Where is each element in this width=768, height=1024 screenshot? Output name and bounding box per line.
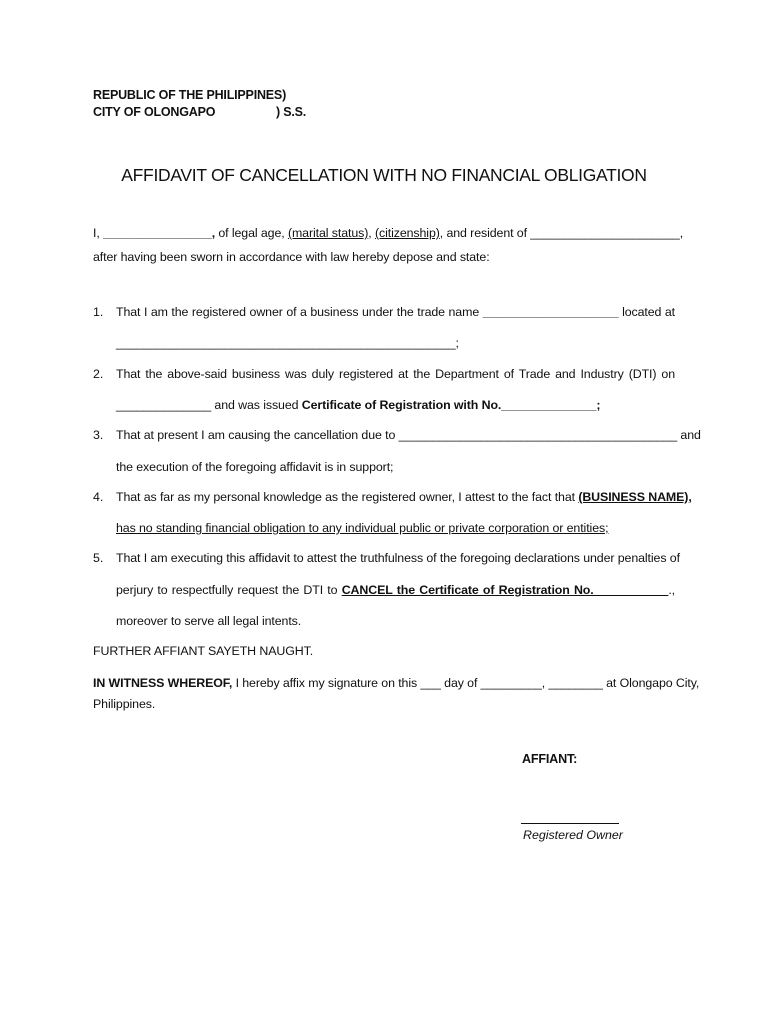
item-1-line-1 [116,305,675,319]
resident-blank: ______________________, [530,226,684,240]
witness-line-2: Philippines. [93,697,156,711]
item-number-2: 2. [93,367,104,381]
citizenship-field: (citizenship) [374,226,440,240]
item-number-1: 1. [93,305,104,319]
item-1-line-2: __________________________________________________; [116,336,459,350]
name-blank: ________________, [103,226,216,240]
item-3-line-2: the execution of the foregoing affidavit is in support; [116,460,394,474]
item-number-3: 3. [93,428,104,442]
intro-age: of legal age, [218,226,285,240]
item-1-located: located at [622,305,676,319]
marital-status-field: (marital status) [287,226,369,240]
intro-i: I, [93,226,100,240]
witness-text: I hereby affix my signature on this ___ day of _________, ________ at Olongapo City, [235,676,700,690]
trade-name-blank: ____________________ [482,305,619,319]
item-5-line-1: That I am executing this affidavit to attest the truthfulness of the foregoing declarations under penalties of [116,551,680,565]
intro-resident: , and resident of [439,226,527,240]
certificate-number-text: Certificate of Registration with No.______________; [301,398,601,412]
item-1-text: That I am the registered owner of a business under the trade name [116,305,480,319]
signature-line [521,823,619,824]
further-affiant: FURTHER AFFIANT SAYETH NAUGHT. [93,644,314,658]
intro-line-2: after having been sworn in accordance with law hereby depose and state: [93,250,490,264]
registered-owner-label: Registered Owner [523,828,623,842]
item-3-and: and [680,428,701,442]
item-3-text: That at present I am causing the cancellation due to [116,428,396,442]
item-4-line-1 [116,490,692,504]
affiant-label: AFFIANT: [522,752,578,766]
intro-line-1 [93,226,684,240]
page-title: AFFIDAVIT OF CANCELLATION WITH NO FINANCIAL OBLIGATION [121,165,647,185]
item-4-line-2: has no standing financial obligation to any individual public or private corporation or entities; [116,521,609,535]
item-5-line-2 [116,583,675,597]
item-2-line-1: That the above-said business was duly registered at the Department of Trade and Industry (DTI) on [116,367,675,381]
item-5-punct: ., [668,583,676,597]
item-number-5: 5. [93,551,104,565]
item-2-line-2 [116,398,675,412]
business-name-field: (BUSINESS NAME) [578,490,689,504]
header-ss: ) S.S. [276,105,307,119]
item-2-date-text: ______________ and was issued [116,398,299,412]
cancel-certificate-text: CANCEL the Certificate of Registration No.___________ [341,583,669,597]
cancellation-reason-blank: _________________________________________ [398,428,678,442]
intro-comma: , [368,226,372,240]
item-4-comma: , [688,490,692,504]
item-5-text: perjury to respectfully request the DTI to [116,583,338,597]
item-5-line-3: moreover to serve all legal intents. [116,614,302,628]
witness-line-1 [93,676,700,690]
witness-heading: IN WITNESS WHEREOF, [93,676,233,690]
header-republic: REPUBLIC OF THE PHILIPPINES) [93,88,287,102]
item-4-text: That as far as my personal knowledge as the registered owner, I attest to the fact that [116,490,575,504]
item-number-4: 4. [93,490,104,504]
header-city: CITY OF OLONGAPO [93,105,216,119]
item-3-line-1 [116,428,701,442]
